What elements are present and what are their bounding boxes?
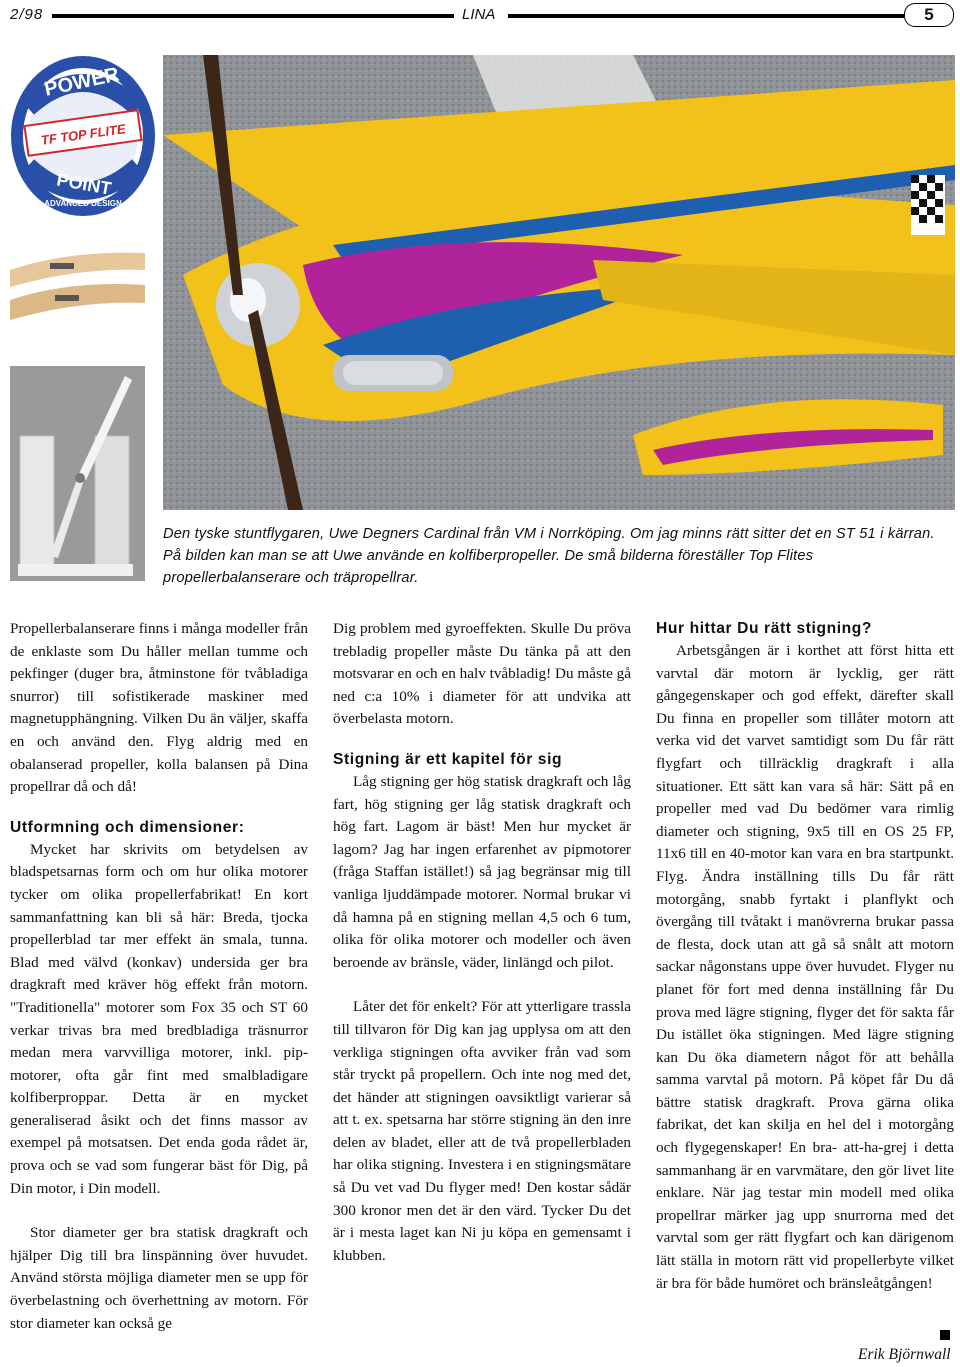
paragraph: Arbetsgången är i korthet att först hitta ett varvtal där motorn är lycklig, ger rätt gångegenskaper och god effekt, därefter skall Du finna en propeller som tillåter motorn att verka vid det varvet samtidigt som Du får rätt flygfart och tillräcklig dragkraft i alla situationer. Ett sätt kan vara så här: Sätt på en propeller med vad Du bedömer vara rimlig diameter och stigning, 9x5 till en OS 25 FP, 11x6 till en 40-motor kan vara en bra startpunkt. Flyg. Ändra inställning tills Du får rätt motorgång, snabb fyrtakt i planflykt och övergång till tvåtakt i manövrerna brukar passa de flesta, dock utan att gå så snålt att motorn sackar någonstans uppe över huvudet. Flyger nu planet för fort med denna inställning får Du prova med lägre stigning, flyger det för sakta får Du istället öka stigningen. Med lägre stigning kan Du öka diametern något för att behålla samma varvtal på motorn. På köpet får Du då bättre statisk dragkraft. Prova gärna olika fabrikat, det kan skilja en hel del i motorgång och flygegenskaper! En bra- att-ha-grej i detta sammanhang är en varvmätare, den gör livet lite enklare. När jag testar min modell med olika propellrar märker jag upp snurrorna med det varvtal som ger rätt flygfart och kan därigenom lätt ställa in motorn rätt vid propellerbyte vilket är bra för både humöret och bränsleåtgången! xyxy=(656,642,954,1292)
paragraph: Mycket har skrivits om betydelsen av bladspetsarnas form och om hur olika motorer tycker om olika propellerfabrikat! En kort sammanfattning kan bli så här: Breda, tjocka propellerblad tar mer effekt än smala, tunna. Blad med välvd (konkav) undersida ger bra dragkraft med kräver hög effekt från motorn. "Traditionella" motorer som Fox 35 och ST 60 verkar trivas bra med bredbladiga träsnurror medan mera varvvilliga motorer, inkl. pip-motorer, ofta går fint med smalbladigare kolfiberproppar. Detta är en mycket generaliserad åsikt och det finns massor av exempel på motsatsen. Det enda goda rådet är, prova och se vad som fungerar bäst för Dig, på Din motor, i Din modell. xyxy=(10,840,308,1197)
propeller-balancer-photo xyxy=(10,366,145,581)
issue-number: 2/98 xyxy=(10,6,44,23)
section-heading: Stigning är ett kapitel för sig xyxy=(333,750,563,768)
section-heading: Hur hittar Du rätt stigning? xyxy=(656,620,873,637)
svg-text:POINT: POINT xyxy=(55,169,113,199)
magazine-title: LINA xyxy=(462,6,496,23)
end-of-article-mark xyxy=(940,1330,950,1340)
wooden-propellers-photo xyxy=(10,225,145,345)
header-rule-right xyxy=(508,14,904,18)
top-flite-power-point-logo xyxy=(8,48,158,218)
section-heading: Utformning och dimensioner: xyxy=(10,818,245,836)
page-number: 5 xyxy=(904,3,954,27)
svg-text:ADVANCED DESIGN: ADVANCED DESIGN xyxy=(44,199,122,208)
header-rule-left xyxy=(52,14,454,18)
column-3 xyxy=(656,618,954,1295)
paragraph: Stor diameter ger bra statisk dragkraft och hjälper Dig till bra linspänning över huvudet. Använd största möjliga diameter men se upp för överbelastning och överhettning av motorn. För stor diameter kan också ge xyxy=(10,1224,308,1332)
author-name: Erik Björnwall xyxy=(858,1346,951,1363)
column-2 xyxy=(333,618,631,1267)
column-1 xyxy=(10,618,308,1335)
page-header xyxy=(0,0,960,32)
paragraph: Propellerbalanserare finns i många modeller från de enklaste som Du håller mellan tumme och pekfinger (duger bra, åtminstone för tvåbladiga snurror) till sofistikerade maskiner med magnetupphängning. Vilken Du än väljer, skaffa en och använd den. Flyg aldrig med en obalanserad propeller, kolla balansen på Dina propellrar då och då! xyxy=(10,620,308,796)
paragraph: Dig problem med gyroeffekten. Skulle Du pröva trebladig propeller måste Du tänka på att den motsvarar en och en halv tvåbladig! Du måste gå ned c:a 10% i diameter för att undvika att överbelasta motorn. xyxy=(333,620,631,728)
svg-text:TF TOP FLITE: TF TOP FLITE xyxy=(39,121,127,148)
photo-caption: Den tyske stuntflygaren, Uwe Degners Cardinal från VM i Norrköping. Om jag minns rätt sitter det en ST 51 i kärran. På bilden kan man se att Uwe använde en kolfiberpropeller. De små bilderna föreställer Top Flites propellerbalanserare och träpropellrar. xyxy=(163,526,935,586)
stunt-plane-photo xyxy=(163,55,955,510)
paragraph: Låg stigning ger hög statisk dragkraft och låg fart, hög stigning ger låg statisk dragkraft och hög fart. Lagom är bäst! Men hur mycket är lagom? Jag har ingen erfarenhet av pipmotorer (fråga Staffan istället!) så jag begränsar mig till vanliga ljuddämpade motorer. Normal brukar vi då hamna på en stigning mellan 4,5 och 6 tum, olika för olika motorer och modeller och även beroende av bränsle, väder, linlängd och pilot. xyxy=(333,772,631,971)
svg-text:POWER: POWER xyxy=(42,63,121,101)
paragraph: Låter det för enkelt? För att ytterligare trassla till tillvaron för Dig kan jag upplysa om att den verkliga stigningen ofta avviker från vad som står tryckt på propellern. Och inte nog med det, det händer att stigningen oavsiktligt varierar så att t. ex. spetsarna har större stigning än den inre delen av bladet, eller att de två propellerbladen har olika stigning. Investera i en stigningsmätare så Du vet vad Du flyger med! Den kostar sådär 300 kronor men det är den värd. Tycker Du det är i mesta laget kan Ni ju köpa en gemensamt i klubben. xyxy=(333,998,631,1264)
